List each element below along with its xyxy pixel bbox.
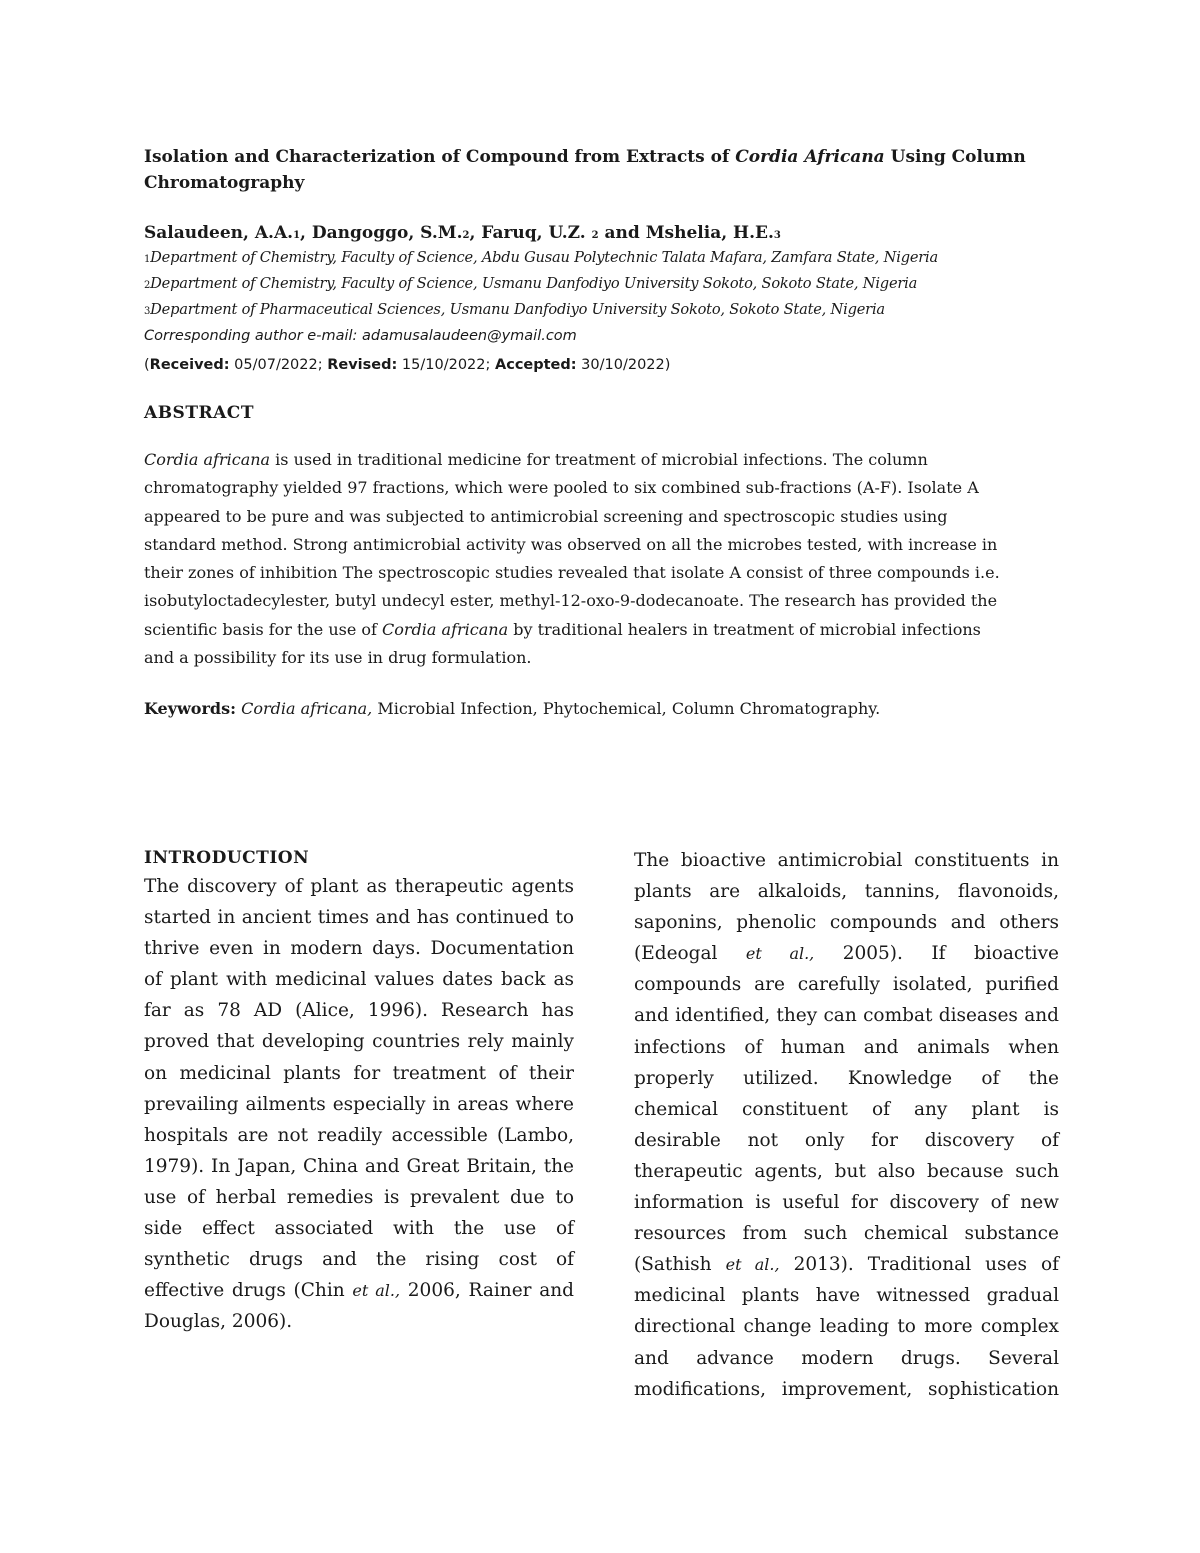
body-line: directional change leading to more complex <box>634 1316 1059 1338</box>
revised-date: 15/10/2022; <box>397 357 495 373</box>
abstract-line: appeared to be pure and was subjected to antimicrobial screening and spectroscopic studies using <box>144 506 948 526</box>
body-line: Douglas, 2006). <box>144 1311 293 1333</box>
title-species: Cordia Africana <box>735 147 885 167</box>
corresponding-author: Corresponding author e-mail: adamusalaudeen@ymail.com <box>144 328 577 344</box>
body-line: infections of human and animals when <box>634 1036 1059 1058</box>
abstract-line: and a possibility for its use in drug formulation. <box>144 648 532 668</box>
author-affiliation-mark: 1 <box>293 230 301 241</box>
body-line: chemical constituent of any plant is <box>634 1098 1059 1120</box>
abstract-line: standard method. Strong antimicrobial activity was observed on all the microbes tested, with increase in <box>144 534 998 554</box>
abstract-text: scientific basis for the use of <box>144 619 383 639</box>
received-date: 05/07/2022; <box>229 357 328 373</box>
body-line: The discovery of plant as therapeutic agents <box>144 876 574 897</box>
body-line <box>634 1249 1059 1280</box>
affiliation-2 <box>144 274 917 296</box>
right-column <box>634 845 1059 1405</box>
abstract-text: by traditional healers in treatment of microbial infections <box>508 619 981 639</box>
body-line: medicinal plants have witnessed gradual <box>634 1285 1059 1307</box>
body-line: hospitals are not readily accessible (Lambo, <box>144 1124 574 1146</box>
affiliation-1 <box>144 248 938 270</box>
citation-etal: et al., <box>352 1281 401 1301</box>
abstract-line <box>144 446 1056 474</box>
author-affiliation-mark: 2 <box>591 230 599 241</box>
body-line: far as 78 AD (Alice, 1996). Research has <box>144 1000 574 1022</box>
body-line: The bioactive antimicrobial constituents in <box>634 850 1059 871</box>
body-line: saponins, phenolic compounds and others <box>634 912 1059 934</box>
abstract-line: chromatography yielded 97 fractions, which were pooled to six combined sub-fractions (A-F). Isolate A <box>144 478 979 498</box>
affiliation-number: 2 <box>144 280 151 291</box>
body-line: information is useful for discovery of new <box>634 1192 1059 1214</box>
species-name: Cordia africana <box>144 450 271 469</box>
body-line: synthetic drugs and the rising cost of <box>144 1249 574 1271</box>
body-line: modifications, improvement, sophistication <box>634 1378 1059 1400</box>
submission-dates <box>144 354 670 376</box>
body-text: 2013). Traditional uses of <box>779 1254 1059 1276</box>
body-line: prevailing ailments especially in areas where <box>144 1093 574 1115</box>
keywords <box>144 695 880 723</box>
body-line: therapeutic agents, but also because such <box>634 1160 1059 1182</box>
body-line <box>634 938 1059 969</box>
keyword-species: Cordia africana, <box>236 699 373 718</box>
body-line: use of herbal remedies is prevalent due to <box>144 1186 574 1208</box>
body-text: 2005). If bioactive <box>814 943 1060 965</box>
author-affiliation-mark: 3 <box>773 230 781 241</box>
keywords-label: Keywords: <box>144 699 237 718</box>
title-line-1 <box>144 144 1056 170</box>
body-line: and advance modern drugs. Several <box>634 1347 1059 1369</box>
introduction-lines <box>144 871 574 1275</box>
body-text: (Edeogal <box>634 943 746 965</box>
species-name: Cordia africana <box>382 619 509 639</box>
introduction-heading: INTRODUCTION <box>144 848 310 868</box>
paper-title <box>144 144 1056 196</box>
author-name: , Faruq, U.Z. <box>469 223 592 243</box>
body-line: compounds are carefully isolated, purified <box>634 974 1059 996</box>
author-affiliation-mark: 2 <box>462 230 470 241</box>
body-line: on medicinal plants for treatment of their <box>144 1062 574 1084</box>
affiliation-text: Department of Chemistry, Faculty of Science, Usmanu Danfodiyo University Sokoto, Sokoto State, Nigeria <box>150 275 918 292</box>
accepted-date: 30/10/2022) <box>576 357 671 373</box>
body-line: started in ancient times and has continued to <box>144 907 574 929</box>
body-line: desirable not only for discovery of <box>634 1129 1059 1151</box>
body-line <box>144 1275 574 1306</box>
author-name: Salaudeen, A.A. <box>144 223 294 243</box>
title-text: Isolation and Characterization of Compound from Extracts of <box>144 147 736 167</box>
affiliation-number: 3 <box>144 306 151 317</box>
body-line: resources from such chemical substance <box>634 1223 1059 1245</box>
body-line: properly utilized. Knowledge of the <box>634 1067 1059 1089</box>
author-name: , Dangoggo, S.M. <box>300 223 463 243</box>
abstract-heading: ABSTRACT <box>144 403 254 423</box>
citation-etal: et al., <box>745 944 815 964</box>
citation-etal: et al., <box>725 1255 780 1275</box>
author-name: and Mshelia, H.E. <box>598 223 774 243</box>
affiliation-text: Department of Pharmaceutical Sciences, Usmanu Danfodiyo University Sokoto, Sokoto State, Nigeria <box>150 301 885 318</box>
abstract-line: isobutyloctadecylester, butyl undecyl ester, methyl-12-oxo-9-dodecanoate. The research has provided the <box>144 591 998 611</box>
keywords-text: Microbial Infection, Phytochemical, Column Chromatography. <box>372 699 881 718</box>
abstract-line <box>144 616 1056 644</box>
paren: ( <box>144 357 150 373</box>
abstract-line: their zones of inhibition The spectroscopic studies revealed that isolate A consist of three compounds i.e. <box>144 563 1000 583</box>
body-line: 1979). In Japan, China and Great Britain, the <box>144 1155 574 1177</box>
affiliation-number: 1 <box>144 254 151 265</box>
introduction-column <box>144 845 574 1337</box>
body-line: and identified, they can combat diseases and <box>634 1005 1059 1027</box>
title-line-2: Chromatography <box>144 173 305 193</box>
received-label: Received: <box>149 357 230 373</box>
body-text: (Sathish <box>634 1254 726 1276</box>
revised-label: Revised: <box>327 357 398 373</box>
abstract-body <box>144 446 1056 672</box>
affiliation-text: Department of Chemistry, Faculty of Science, Abdu Gusau Polytechnic Talata Mafara, Zamfara State, Nigeria <box>150 249 939 266</box>
affiliation-3 <box>144 300 885 322</box>
title-text: Using Column <box>884 147 1026 167</box>
body-text: effective drugs (Chin <box>144 1280 353 1302</box>
body-line: proved that developing countries rely mainly <box>144 1031 574 1053</box>
author-list <box>144 221 781 248</box>
body-line: of plant with medicinal values dates back as <box>144 969 574 991</box>
body-line: plants are alkaloids, tannins, flavonoids, <box>634 881 1059 903</box>
body-line: side effect associated with the use of <box>144 1218 574 1240</box>
body-text: 2006, Rainer and <box>400 1280 574 1302</box>
accepted-label: Accepted: <box>495 357 577 373</box>
body-line: thrive even in modern days. Documentation <box>144 938 574 960</box>
abstract-text: is used in traditional medicine for treatment of microbial infections. The column <box>270 450 928 469</box>
